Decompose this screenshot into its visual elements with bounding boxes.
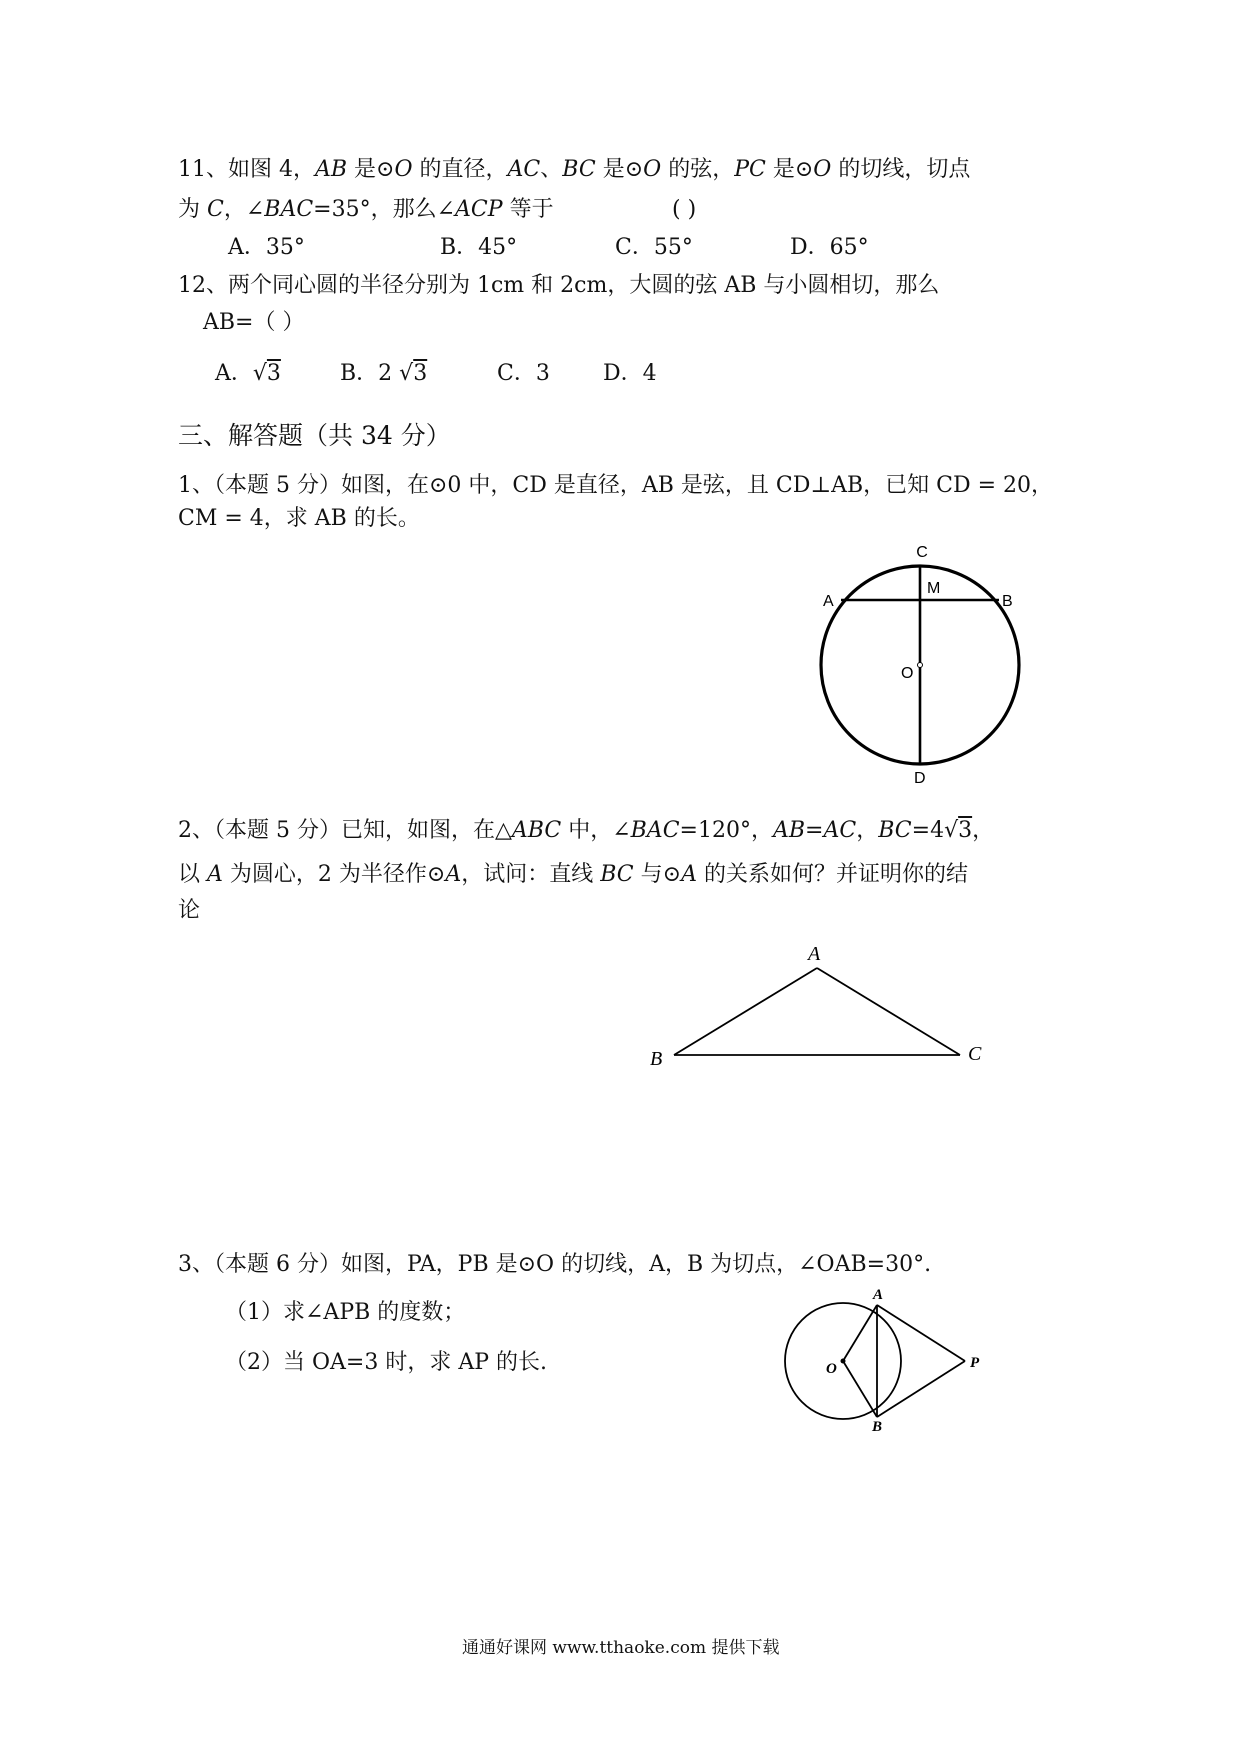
sqrt-icon: √: [944, 818, 959, 843]
sqrt-icon: √: [252, 361, 267, 386]
q12-line1: 12、两个同心圆的半径分别为 1cm 和 2cm，大圆的弦 AB 与小圆相切，那么: [178, 273, 940, 298]
q12-line2: AB=（ ）: [203, 310, 305, 335]
q11-option-b: B．45°: [440, 235, 518, 260]
p2-triangle-diagram: [640, 940, 1000, 1070]
q11-line2: 为 C，∠BAC=35°，那么∠ACP 等于: [178, 197, 554, 222]
p2-side-ac: [817, 968, 960, 1055]
p1-circle-diagram: [810, 540, 1030, 790]
p1-label-o: O: [901, 665, 914, 682]
p3-radius-ob: [843, 1361, 877, 1417]
p1-label-c: C: [916, 544, 928, 561]
q12-option-c: C．3: [497, 361, 550, 386]
p2-line3: 论: [178, 898, 201, 923]
p1-label-a: A: [823, 593, 834, 610]
q12-option-a: A．√3: [215, 361, 281, 386]
p3-line1: 3、（本题 6 分）如图，PA，PB 是⊙O 的切线，A，B 为切点，∠OAB=30°.: [178, 1252, 932, 1277]
q11-answer-blank: ( ): [672, 197, 697, 222]
q11-option-c: C．55°: [615, 235, 693, 260]
p2-label-b: B: [650, 1048, 663, 1070]
p3-tangent-pb: [877, 1361, 965, 1417]
p2-line2: 以 A 为圆心，2 为半径作⊙A，试问：直线 BC 与⊙A 的关系如何？并证明你的结: [178, 862, 968, 887]
p1-line1: 1、（本题 5 分）如图，在⊙0 中，CD 是直径，AB 是弦，且 CD⊥AB，已知 CD = 20，: [178, 473, 1054, 498]
p3-sub2: （2）当 OA=3 时，求 AP 的长.: [225, 1350, 548, 1375]
footer-text: 通通好课网 www.tthaoke.com 提供下载: [462, 1638, 780, 1658]
p1-label-b: B: [1002, 593, 1013, 610]
q11-option-a: A．35°: [228, 235, 305, 260]
p2-label-a: A: [808, 943, 821, 965]
p2-line1: 2、（本题 5 分）已知，如图，在△ABC 中，∠BAC=120°，AB=AC，BC=4√3，: [178, 818, 995, 843]
p3-label-o: O: [826, 1361, 837, 1377]
q12-option-d: D．4: [603, 361, 657, 386]
p3-tangent-diagram: [775, 1283, 995, 1433]
p1-label-m: M: [927, 580, 941, 597]
p3-label-b: B: [872, 1419, 883, 1433]
p3-tangent-pa: [877, 1305, 965, 1361]
q11-option-d: D．65°: [790, 235, 869, 260]
p3-center-point: [841, 1359, 846, 1364]
q11-line1: 11、如图 4，AB 是⊙O 的直径，AC、BC 是⊙O 的弦，PC 是⊙O 的切线，切点: [178, 157, 971, 182]
p3-label-a: A: [873, 1287, 884, 1303]
q12-option-b: B．2 √3: [340, 361, 428, 386]
p2-side-ab: [674, 968, 817, 1055]
p1-center-point: [918, 663, 923, 668]
p3-sub1: （1）求∠APB 的度数；: [225, 1300, 466, 1325]
p2-label-c: C: [968, 1043, 982, 1065]
p3-label-p: P: [970, 1355, 980, 1371]
p1-label-d: D: [914, 770, 926, 787]
p1-line2: CM = 4，求 AB 的长。: [178, 506, 420, 531]
sqrt-icon: √: [399, 361, 414, 386]
section-title: 三、解答题（共 34 分）: [178, 421, 451, 450]
p3-radius-oa: [843, 1305, 877, 1361]
